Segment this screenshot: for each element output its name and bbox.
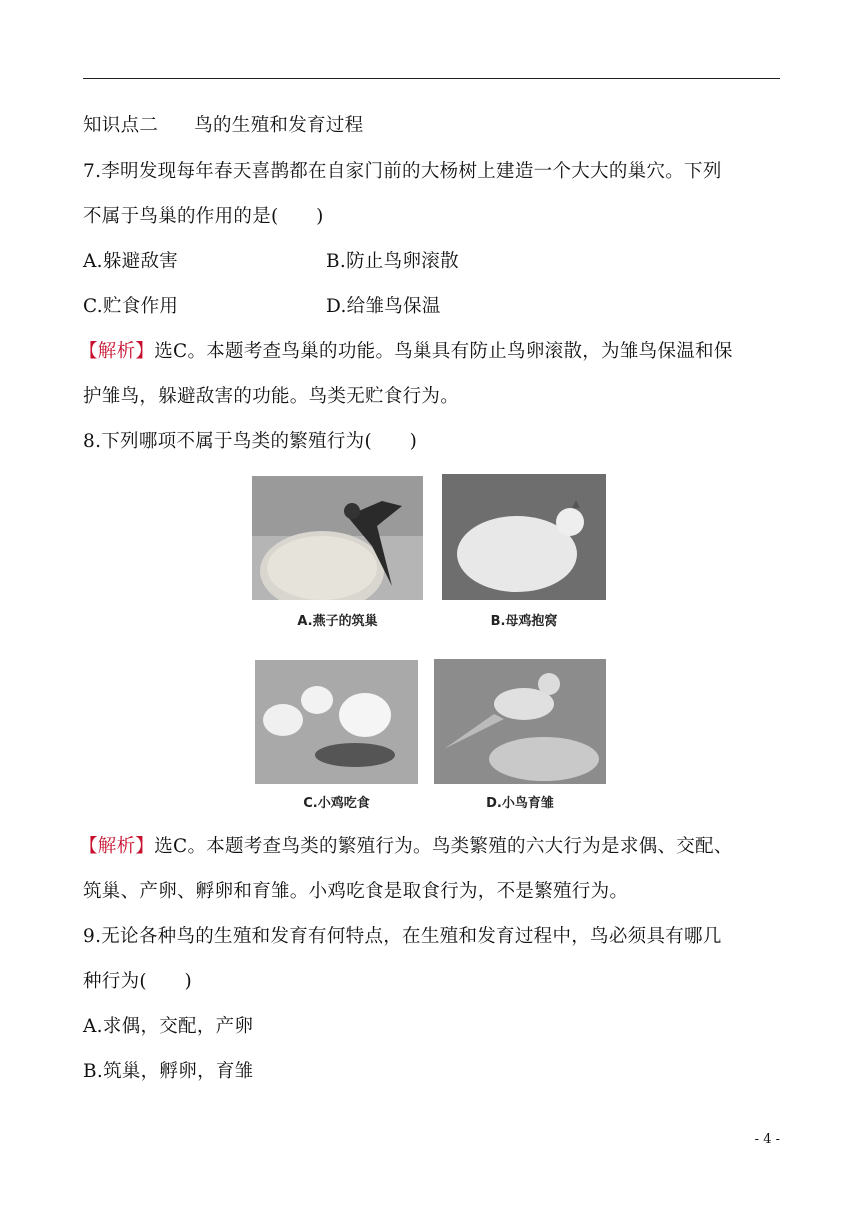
q9-option-b: B.筑巢，孵卵，育雏 [83,1061,254,1082]
q7-stem-line2: 不属于鸟巢的作用的是( ) [83,206,324,227]
q7-analysis-line1 [79,340,733,364]
q8-analysis-line2: 筑巢、产卵、孵卵和育雏。小鸡吃食是取食行为，不是繁殖行为。 [83,881,629,902]
q8-stem: 8.下列哪项不属于鸟类的繁殖行为( ) [83,431,418,452]
q7-option-a: A.躲避敌害 [83,251,179,272]
q9-stem-line1: 9.无论各种鸟的生殖和发育有何特点，在生殖和发育过程中，鸟必须具有哪几 [83,926,722,947]
q8-analysis-text: 选C。本题考查鸟类的繁殖行为。鸟类繁殖的六大行为是求偶、交配、 [154,836,733,857]
q9-option-a: A.求偶，交配，产卵 [83,1016,254,1037]
page-number: - 4 - [754,1132,780,1147]
q8-analysis-line1 [79,835,733,859]
q7-option-b: B.防止鸟卵滚散 [326,251,459,272]
chicks-eating-photo [255,660,418,784]
hen-brooding-photo [442,474,606,600]
section-label: 知识点二 [83,115,159,136]
q8-analysis-tag: 【解析】 [79,836,155,857]
section-heading [83,114,363,138]
caption-a: A.燕子的筑巢 [297,614,378,629]
header-rule [83,78,780,79]
caption-d: D.小鸟育雏 [486,796,554,811]
q7-analysis-text: 选C。本题考查鸟巢的功能。鸟巢具有防止鸟卵滚散，为雏鸟保温和保 [154,341,733,362]
swallow-nest-photo [252,476,423,600]
section-title: 鸟的生殖和发育过程 [194,115,364,136]
q7-stem-line1: 7.李明发现每年春天喜鹊都在自家门前的大杨树上建造一个大大的巢穴。下列 [83,161,722,182]
q7-option-c: C.贮食作用 [83,296,179,317]
q9-stem-line2: 种行为( ) [83,971,193,992]
q7-option-d: D.给雏鸟保温 [326,296,441,317]
q7-options-row2 [83,295,441,319]
bird-feeding-chicks-photo [434,659,606,784]
q7-analysis-tag: 【解析】 [79,341,155,362]
q7-analysis-line2: 护雏鸟，躲避敌害的功能。鸟类无贮食行为。 [83,386,460,407]
caption-b: B.母鸡抱窝 [490,614,558,629]
caption-c: C.小鸡吃食 [303,796,370,811]
q7-options-row1 [83,250,459,274]
